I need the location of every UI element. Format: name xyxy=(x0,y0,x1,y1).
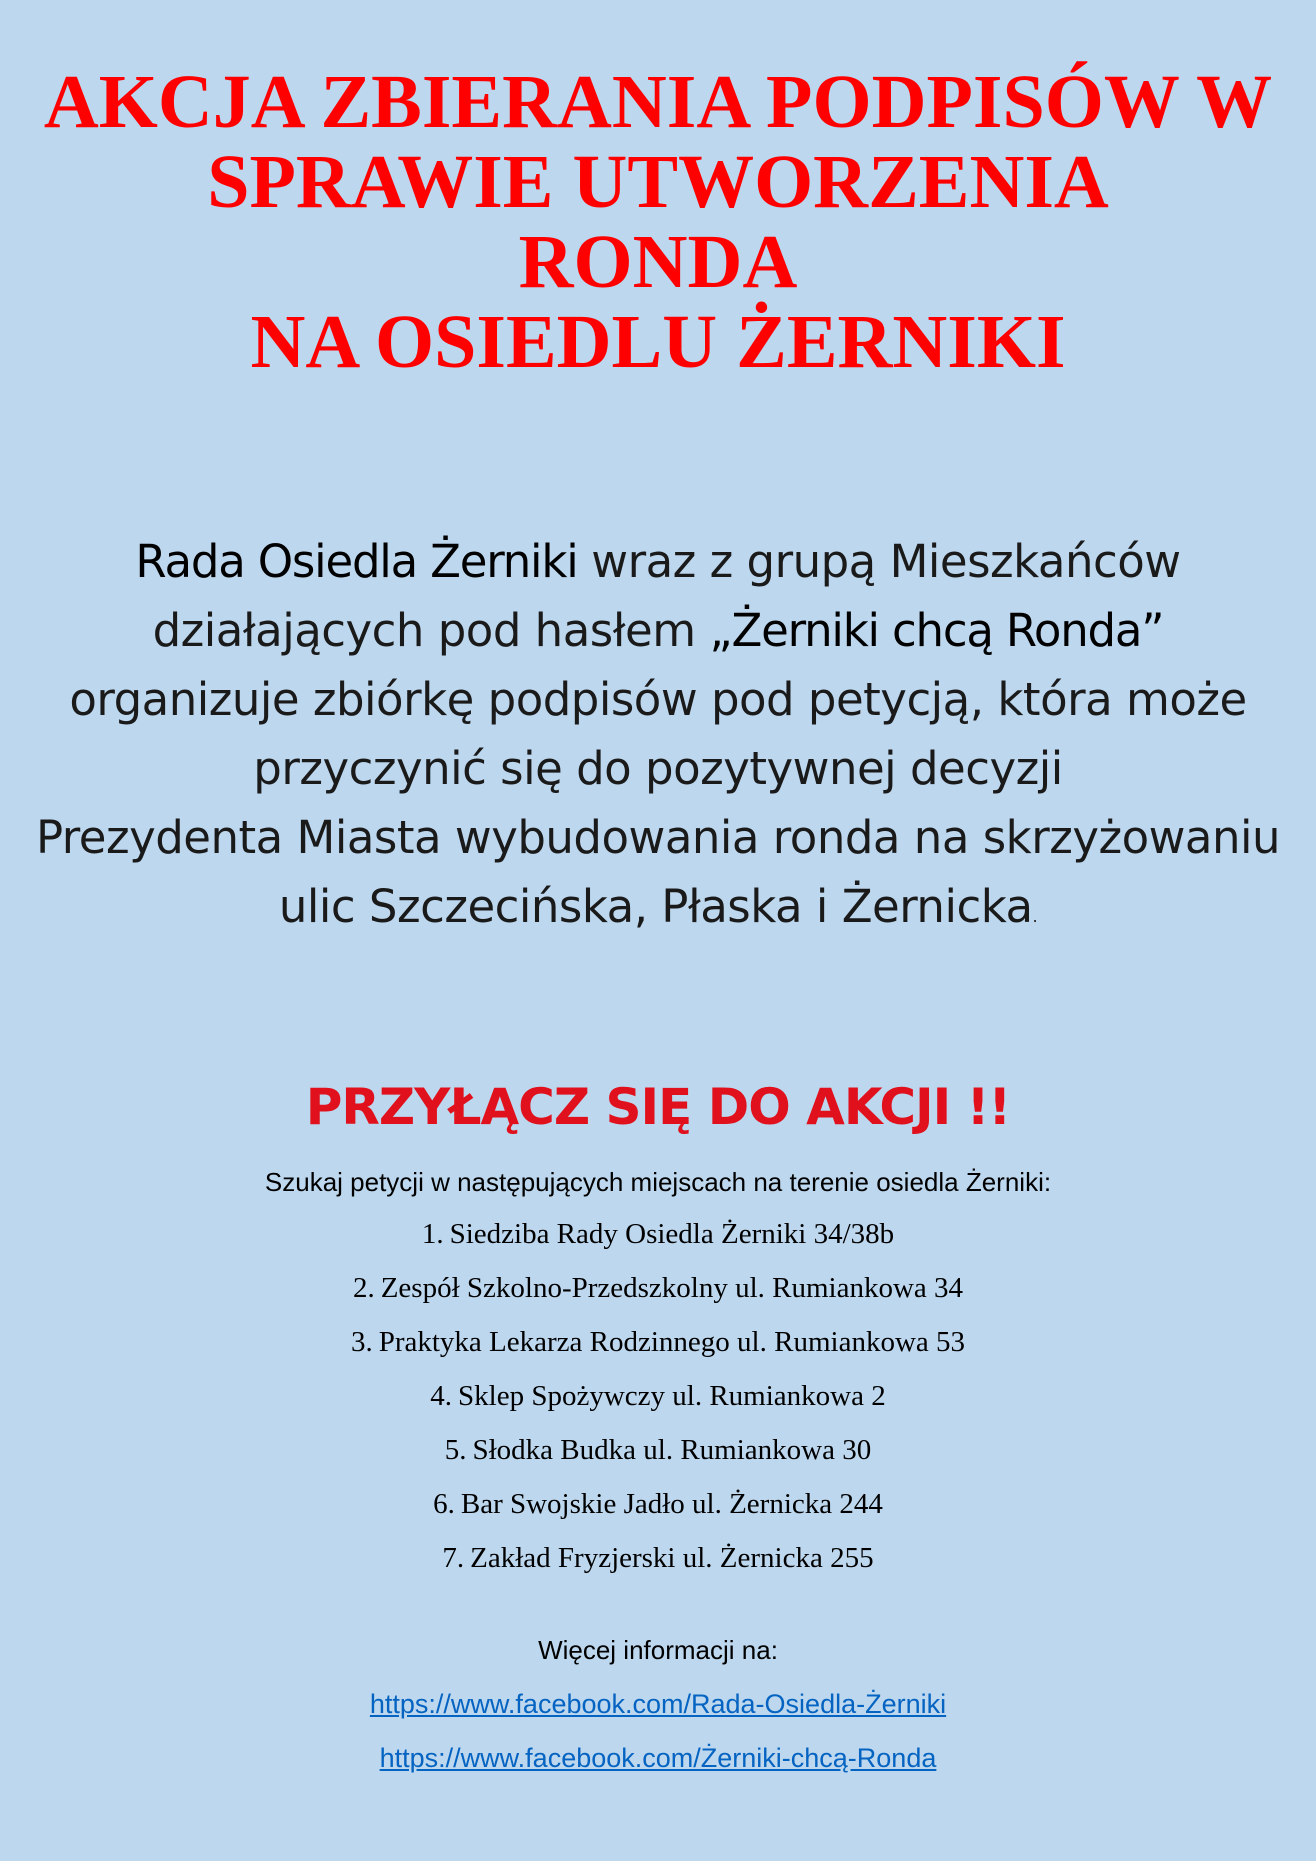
item-number: 2. xyxy=(352,1272,375,1304)
list-item xyxy=(0,1324,1316,1378)
title-line: NA OSIEDLU ŻERNIKI xyxy=(250,300,1066,384)
facebook-link-council[interactable]: https://www.facebook.com/Rada-Osiedla-Żerniki xyxy=(369,1689,947,1719)
item-text: Bar Swojskie Jadło ul. Żernicka 244 xyxy=(460,1488,883,1520)
item-number: 3. xyxy=(350,1326,373,1358)
item-text: Sklep Spożywczy ul. Rumiankowa 2 xyxy=(458,1380,886,1412)
item-number: 6. xyxy=(433,1488,455,1520)
list-item xyxy=(0,1270,1316,1324)
poster-title xyxy=(0,62,1316,382)
title-line: RONDA xyxy=(518,220,798,304)
description-line xyxy=(0,527,1316,596)
description-line xyxy=(0,872,1316,951)
list-item xyxy=(0,1216,1316,1270)
title-line: AKCJA ZBIERANIA PODPISÓW W xyxy=(43,60,1273,144)
description-text: wraz z grupą Mieszkańców xyxy=(577,535,1181,588)
locations-intro: Szukaj petycji w następujących miejscach na terenie osiedla Żerniki: xyxy=(264,1167,1052,1197)
item-text: Zespół Szkolno-Przedszkolny ul. Rumiankowa 34 xyxy=(380,1272,964,1304)
description-line: Prezydenta Miasta wybudowania ronda na skrzyżowaniu xyxy=(35,811,1281,864)
item-text: Siedziba Rady Osiedla Żerniki 34/38b xyxy=(449,1218,895,1250)
item-number: 4. xyxy=(430,1380,453,1412)
description-period: . xyxy=(1032,907,1038,926)
petition-locations-list xyxy=(0,1216,1316,1594)
campaign-slogan: „Żerniki chcą Ronda” xyxy=(709,604,1164,657)
title-line: SPRAWIE UTWORZENIA xyxy=(207,140,1109,224)
description-text: działających pod hasłem xyxy=(152,604,710,657)
list-item xyxy=(0,1540,1316,1594)
call-to-action: PRZYŁĄCZ SIĘ DO AKCJI !! xyxy=(305,1078,1011,1136)
item-text: Zakład Fryzjerski ul. Żernicka 255 xyxy=(470,1542,874,1574)
more-info-label: Więcej informacji na: xyxy=(538,1635,778,1665)
petition-description xyxy=(0,527,1316,951)
description-line: przyczynić się do pozytywnej decyzji xyxy=(253,742,1063,795)
list-item xyxy=(0,1432,1316,1486)
item-number: 7. xyxy=(442,1542,465,1574)
council-name: Rada Osiedla Żerniki xyxy=(135,535,578,588)
item-number: 5. xyxy=(444,1434,467,1466)
info-links xyxy=(0,1686,1316,1794)
description-text: ulic Szczecińska, Płaska i Żernicka xyxy=(278,880,1033,933)
description-line: organizuje zbiórkę podpisów pod petycją, która może xyxy=(69,673,1247,726)
item-number: 1. xyxy=(421,1218,444,1250)
list-item xyxy=(0,1378,1316,1432)
list-item xyxy=(0,1486,1316,1540)
item-text: Słodka Budka ul. Rumiankowa 30 xyxy=(472,1434,872,1466)
item-text: Praktyka Lekarza Rodzinnego ul. Rumiankowa 53 xyxy=(378,1326,966,1358)
facebook-link-campaign[interactable]: https://www.facebook.com/Żerniki-chcą-Ronda xyxy=(379,1743,937,1773)
description-line xyxy=(0,596,1316,665)
